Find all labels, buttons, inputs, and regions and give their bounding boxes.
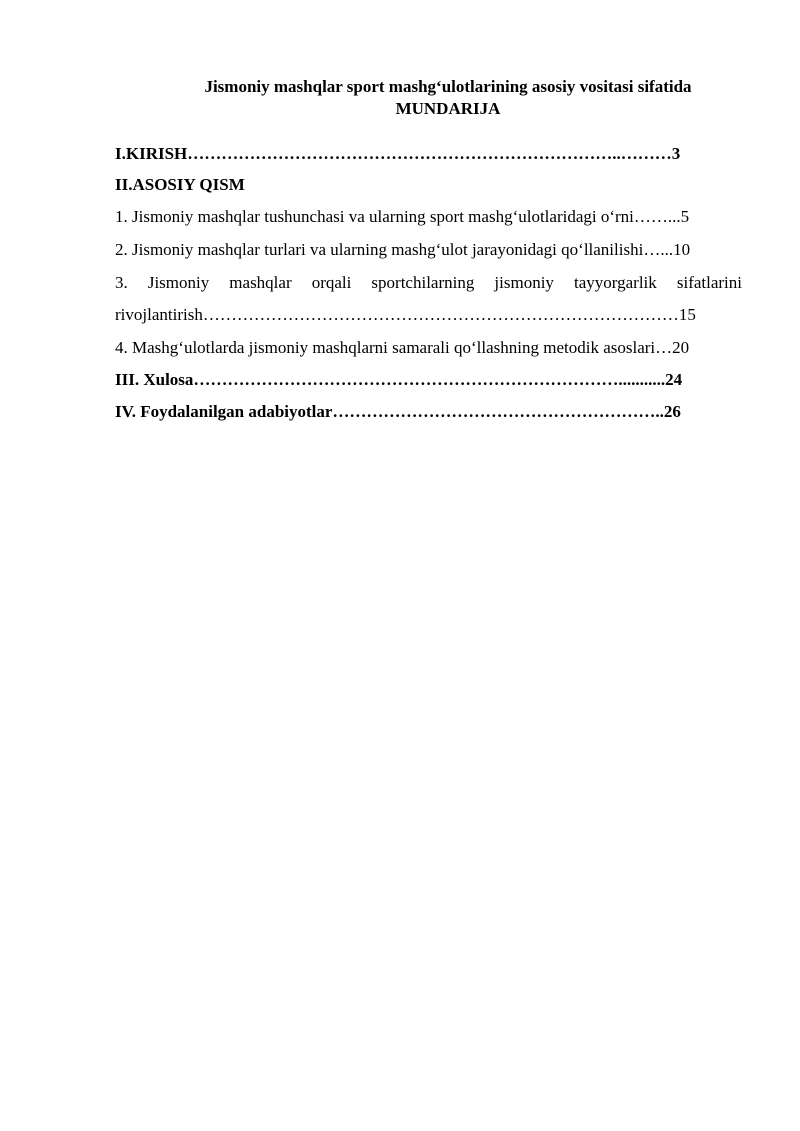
toc-entry-3-line2: rivojlantirish…………………………………………………………………………15	[115, 305, 696, 324]
toc-section-asosiy-qism: II.ASOSIY QISM	[115, 175, 245, 194]
toc-entry-3-line1: 3. Jismoniy mashqlar orqali sportchilarning jismoniy tayyorgarlik sifatlarini	[115, 273, 742, 292]
toc-entry-xulosa: III. Xulosa…………………………………………………………………...........24	[115, 370, 683, 389]
document-title: Jismoniy mashqlar sport mashg‘ulotlarining asosiy vositasi sifatida	[204, 77, 692, 96]
toc-entry-2: 2. Jismoniy mashqlar turlari va ularning mashg‘ulot jarayonidagi qo‘llanilishi…...10	[115, 240, 691, 259]
toc-entry-1: 1. Jismoniy mashqlar tushunchasi va ularning sport mashg‘ulotlaridagi o‘rni……...5	[115, 207, 690, 226]
toc-entry-kirish: I.KIRISH…………………………………………………………………..………3	[115, 144, 681, 163]
toc-entry-adabiyotlar: IV. Foydalanilgan adabiyotlar…………………………………………………..26	[115, 402, 681, 421]
toc-entry-4: 4. Mashg‘ulotlarda jismoniy mashqlarni samarali qo‘llashning metodik asoslari…20	[115, 338, 690, 357]
contents-heading: MUNDARIJA	[395, 99, 501, 118]
